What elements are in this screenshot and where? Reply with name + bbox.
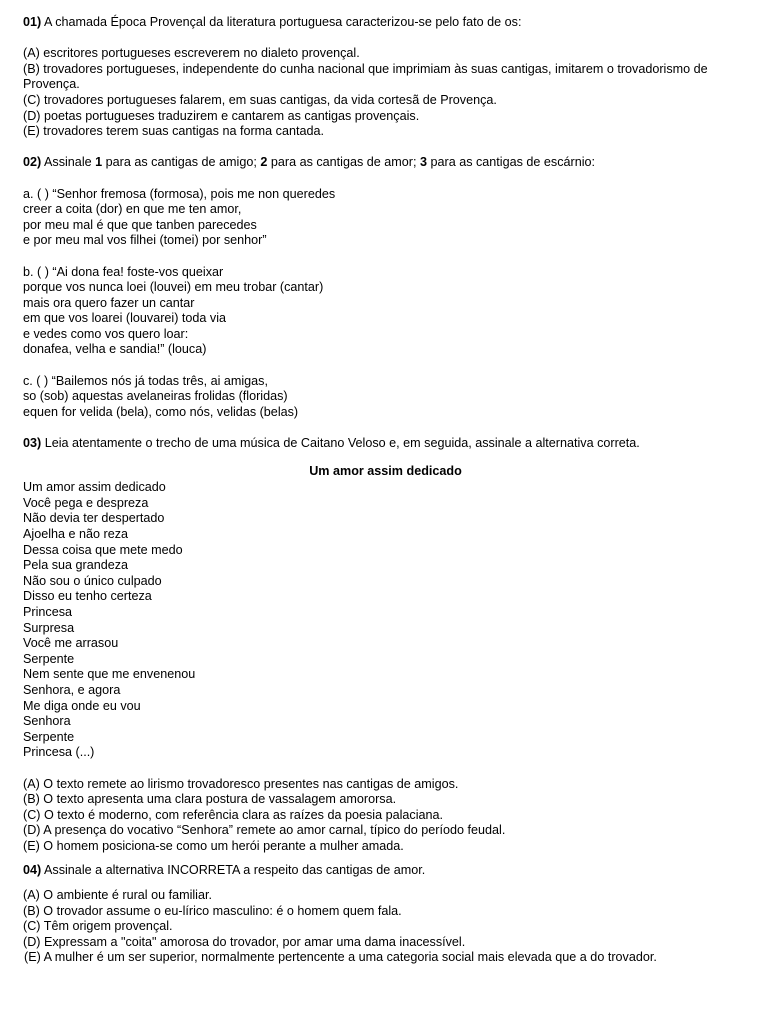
option-d: (D) A presença do vocativo “Senhora” remete ao amor carnal, típico do período feudal. [23,823,506,838]
option-a: (A) escritores portugueses escreverem no dialeto provençal. [23,46,360,61]
question-number: 03) [23,436,42,451]
stem-text: para as cantigas de amigo; [102,155,261,170]
verse-line: creer a coita (dor) en que me ten amor, [23,202,242,217]
verse-line: so (sob) aquestas avelaneiras frolidas (floridas) [23,389,288,404]
question-2 [23,155,748,420]
stem-text: para as cantigas de amor; [267,155,420,170]
verse-line: mais ora quero fazer un cantar [23,295,195,310]
poem-line: Dessa coisa que mete medo [23,542,183,557]
verse-line: porque vos nunca loei (louvei) em meu trobar (cantar) [23,280,324,295]
verse-line: donafea, velha e sandia!” (louca) [23,342,207,357]
verse-line: e vedes como vos quero loar: [23,326,189,341]
question-4-stem [23,863,748,879]
poem-line: Pela sua grandeza [23,558,129,573]
option-c: (C) O texto é moderno, com referência clara as raízes da poesia palaciana. [23,807,443,822]
poem-line: Não devia ter despertado [23,511,165,526]
poem-line: Você me arrasou [23,636,119,651]
poem-line: Senhora, e agora [23,682,121,697]
question-number: 04) [23,863,42,878]
cantiga-c [23,374,748,421]
option-e: (E) trovadores terem suas cantigas na forma cantada. [23,124,324,139]
poem-line: Disso eu tenho certeza [23,589,152,604]
verse-line: e por meu mal vos filhei (tomei) por senhor” [23,233,267,248]
poem-title: Um amor assim dedicado [309,463,462,478]
poem [23,480,748,761]
poem-line: Você pega e despreza [23,495,149,510]
poem-line: Um amor assim dedicado [23,480,166,495]
question-3-stem [23,436,748,452]
stem-number: 3 [419,155,427,170]
verse-line: por meu mal é que que tanben parecedes [23,217,257,232]
verse-line: c. ( ) “Bailemos nós já todas três, ai amigas, [23,373,268,388]
stem-text: para as cantigas de escárnio: [427,155,596,170]
stem-number: 1 [95,155,103,170]
poem-line: Surpresa [23,620,75,635]
verse-line: equen for velida (bela), como nós, velidas (belas) [23,404,299,419]
poem-line: Princesa [23,604,72,619]
poem-line: Nem sente que me envenenou [23,667,196,682]
cantiga-a [23,187,748,249]
option-b: (B) O texto apresenta uma clara postura de vassalagem amororsa. [23,792,397,807]
stem-number: 2 [260,155,268,170]
poem-line: Ajoelha e não reza [23,527,129,541]
option-c: (C) trovadores portugueses falarem, em suas cantigas, da vida cortesã de Provença. [23,92,497,107]
option-e: (E) A mulher é um ser superior, normalmente pertencente a uma categoria social mais elevada que a do trovador. [24,950,657,965]
poem-line: Serpente [23,651,75,666]
option-a: (A) O texto remete ao lirismo trovadoresco presentes nas cantigas de amigos. [23,776,459,791]
verse-line: em que vos loarei (louvarei) toda via [23,311,227,326]
option-e: (E) O homem posiciona-se como um herói perante a mulher amada. [23,838,404,853]
poem-line: Não sou o único culpado [23,573,162,588]
poem-line: Me diga onde eu vou [23,698,141,713]
stem-text: Leia atentamente o trecho de uma música de Caitano Veloso e, em seguida, assinale a alternativa correta. [44,436,640,451]
verse-line: b. ( ) “Ai dona fea! foste-vos queixar [23,264,224,279]
stem-text: A chamada Época Provençal da literatura portuguesa caracterizou-se pelo fato de os: [44,15,522,29]
option-b: (B) trovadores portugueses, independente do cunha nacional que imprimiam às suas cantigas, imitarem o trovadorismo de Provença. [23,61,708,92]
cantiga-b [23,265,748,359]
question-4 [23,863,748,966]
stem-text: Assinale [44,155,96,170]
document-page [23,15,748,966]
option-b: (B) O trovador assume o eu-lírico masculino: é o homem quem fala. [23,903,402,918]
question-1-stem [23,15,748,31]
poem-line: Senhora [23,714,71,729]
question-number: 01) [23,15,42,29]
option-a: (A) O ambiente é rural ou familiar. [23,888,212,903]
poem-line: Serpente [23,729,75,744]
question-1 [23,15,748,140]
option-c: (C) Têm origem provençal. [23,919,173,934]
verse-line: a. ( ) “Senhor fremosa (formosa), pois me non queredes [23,186,336,201]
stem-text: Assinale a alternativa INCORRETA a respeito das cantigas de amor. [44,863,426,878]
question-number: 02) [23,155,42,170]
poem-line: Princesa (...) [23,745,95,760]
option-d: (D) Expressam a "coita" amorosa do trovador, por amar uma dama inacessível. [23,934,466,949]
option-d: (D) poetas portugueses traduzirem e cantarem as cantigas provençais. [23,108,420,123]
question-3 [23,436,748,854]
question-2-stem [23,155,748,171]
